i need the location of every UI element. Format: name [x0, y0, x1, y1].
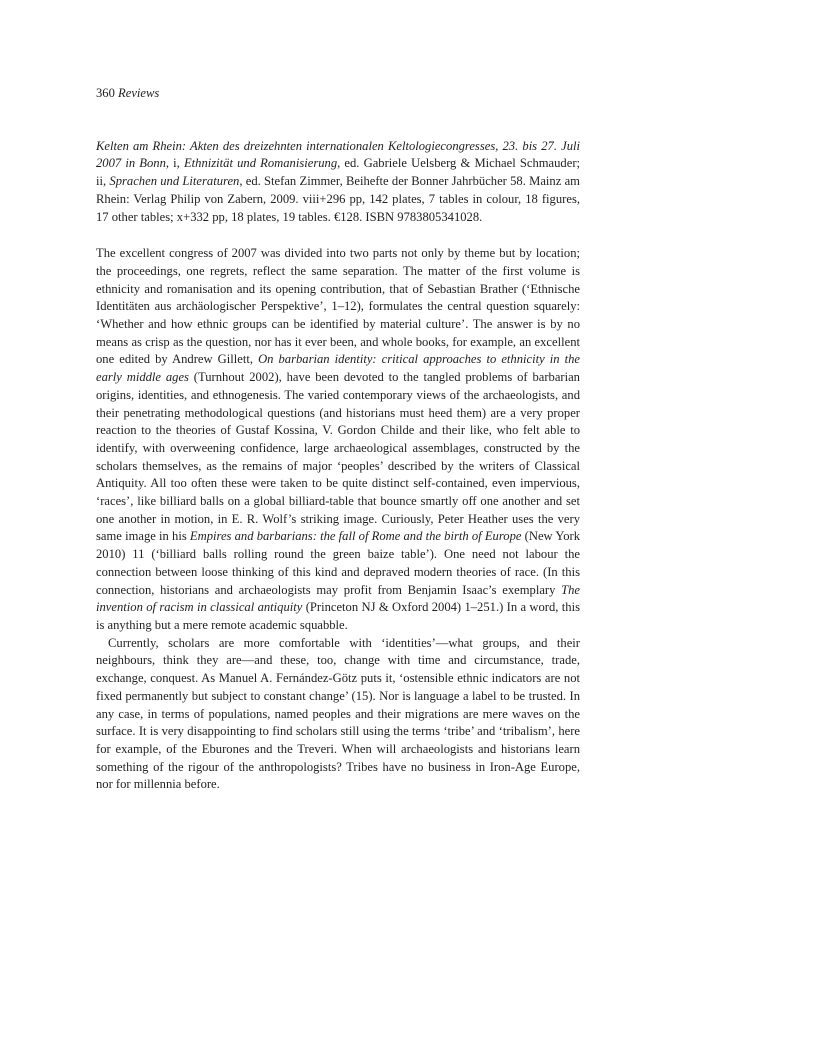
italic-text-run: Sprachen und Literaturen	[109, 174, 240, 189]
text-run: (New York 2010) 11 (‘billiard balls rolling round the green baize table’). One need not labour the connection between loose thinking of this kind and depraved modern theories of race. (In this connection, historians and archaeologists may profit from Benjamin Isaac’s exemplary	[96, 529, 580, 597]
text-run: , i,	[165, 156, 184, 171]
italic-text-run: Empires and barbarians: the fall of Rome and the birth of Europe	[189, 529, 522, 544]
section-title: Reviews	[118, 86, 160, 100]
review-paragraph-2	[96, 635, 580, 794]
text-run: , ed. Gabriele Uelsberg & Michael Schmauder; ii,	[96, 156, 581, 189]
text-run: Currently, scholars are more comfortable with ‘identities’—what groups, and their neighbours, think they are—and these, too, change with time and circumstance, trade, exchange, conquest. As Manuel A. Fernández-Götz puts it, ‘ostensible ethnic indicators are not fixed permanently but subject to constant change’ (15). Nor is language a label to be trusted. In any case, in terms of populations, named peoples and their migrations are mere waves on the surface. It is very disappointing to find scholars still using the terms ‘tribe’ and ‘tribalism’, here for example, of the Eburones and the Treveri. When will archaeologists and historians learn something of the rigour of the anthropologists? Tribes have no business in Iron-Age Europe, nor for millennia before.	[96, 635, 580, 792]
page-number: 360	[96, 86, 115, 100]
book-citation	[96, 138, 580, 227]
italic-text-run: Kelten am Rhein: Akten des dreizehnten internationalen Keltologiecongresses, 23. bis 27. Juli 2007 in Bonn	[96, 138, 580, 171]
review-body	[96, 245, 580, 794]
text-run: (Princeton NJ & Oxford 2004) 1–251.) In a word, this is anything but a mere remote academic squabble.	[96, 600, 580, 632]
text-run: The excellent congress of 2007 was divided into two parts not only by theme but by location; the proceedings, one regrets, reflect the same separation. The matter of the first volume is ethnicity and romanisation and its opening contribution, that of Sebastian Brather (‘Ethnische Identitäten aus archäologischer Perspektive’, 1–12), formulates the central question squarely: ‘Whether and how ethnic groups can be identified by material culture’. The answer is by no means as crisp as the question, nor has it ever been, and whole books, for example, an excellent one edited by Andrew Gillett,	[96, 246, 580, 367]
text-run: , ed. Stefan Zimmer, Beihefte der Bonner Jahrbücher 58. Mainz am Rhein: Verlag Philip von Zabern, 2009. viii+296 pp, 142 plates, 7 tables in colour, 18 figures, 17 other tables; x+332 pp, 18 plates, 19 tables. €128. ISBN 9783805341028.	[96, 174, 580, 224]
italic-text-run: The invention of racism in classical antiquity	[96, 582, 580, 615]
running-header	[96, 85, 580, 103]
review-paragraph-1	[96, 245, 580, 634]
text-run: (Turnhout 2002), have been devoted to the tangled problems of barbarian origins, identities, and ethnogenesis. The varied contemporary views of the archaeologists, and their penetrating methodological questions (and historians must heed them) are a very proper reaction to the theories of Gustaf Kossina, V. Gordon Childe and their like, who felt able to identify, with overweening confidence, large archaeological assemblages, constructed by the scholars themselves, as the remains of major ‘peoples’ described by the writers of Classical Antiquity. All too often these were taken to be quite distinct self-contained, even impervious, ‘races’, like billiard balls on a global billiard-table that bounce smartly off one another and set one another in motion, in E. R. Wolf’s striking image. Curiously, Peter Heather uses the very same image in his	[96, 370, 580, 544]
italic-text-run: On barbarian identity: critical approaches to ethnicity in the early middle ages	[96, 352, 580, 385]
italic-text-run: Ethnizität und Romanisierung	[183, 156, 338, 171]
text-column	[96, 85, 580, 794]
